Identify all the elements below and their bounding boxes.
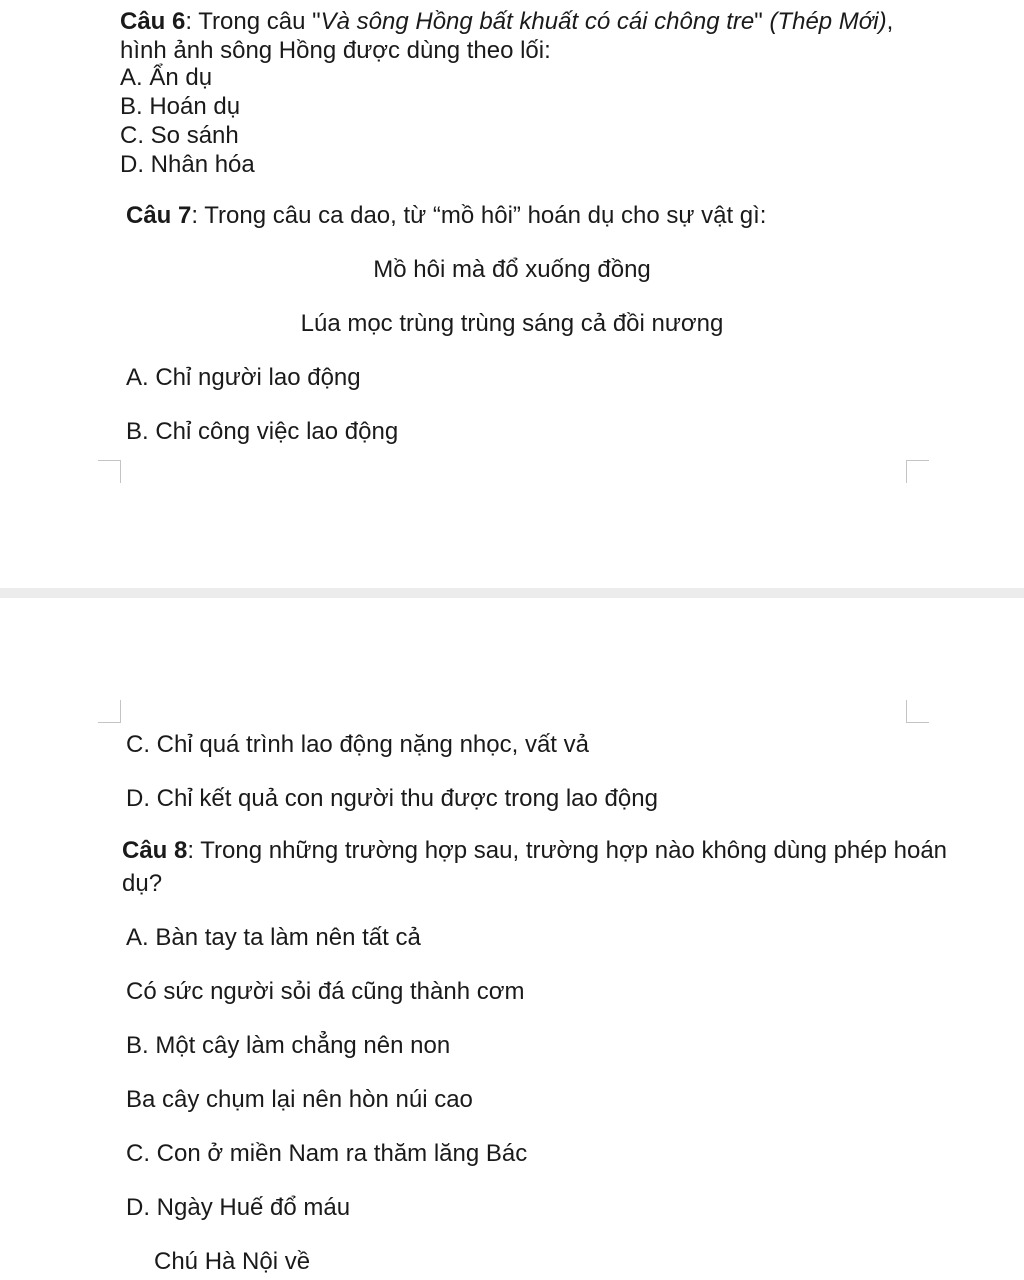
q7-label: Câu 7	[126, 202, 192, 229]
q6-option-a: A. Ẩn dụ	[120, 64, 213, 91]
q8-option-a: A. Bàn tay ta làm nên tất cả	[126, 924, 421, 951]
crop-mark-top-left	[98, 700, 121, 723]
q8-question-line2: dụ?	[122, 870, 163, 897]
q6-source: (Thép Mới)	[769, 8, 887, 35]
q6-option-c: C. So sánh	[120, 122, 239, 149]
q7-verse-line2: Lúa mọc trùng trùng sáng cả đồi nương	[300, 310, 724, 337]
q8-option-b: B. Một cây làm chẳng nên non	[126, 1032, 451, 1059]
crop-mark-bottom-left	[98, 460, 121, 483]
crop-mark-top-right	[906, 700, 929, 723]
q7-verse-line1: Mồ hôi mà đổ xuống đồng	[373, 256, 651, 283]
q6-line1	[120, 8, 893, 36]
q7-option-a: A. Chỉ người lao động	[126, 364, 361, 391]
q7-question	[126, 202, 766, 230]
q6-option-b: B. Hoán dụ	[120, 93, 241, 120]
q6-label: Câu 6	[120, 8, 186, 35]
q8-option-d: D. Ngày Huế đổ máu	[126, 1194, 351, 1221]
q6-line2: hình ảnh sông Hồng được dùng theo lối:	[120, 37, 551, 64]
q8-option-a-line2: Có sức người sỏi đá cũng thành cơm	[126, 978, 525, 1005]
q6-end: ,	[886, 8, 894, 35]
q8-label: Câu 8	[122, 837, 188, 864]
q8-option-b-line2: Ba cây chụm lại nên hòn núi cao	[126, 1086, 473, 1113]
q8-text: : Trong những trường hợp sau, trường hợp nào không dùng phép hoán	[187, 837, 948, 864]
q7-option-b: B. Chỉ công việc lao động	[126, 418, 399, 445]
q6-quote: Và sông Hồng bất khuất có cái chông tre	[320, 8, 755, 35]
q6-intro: : Trong câu "	[185, 8, 321, 35]
q8-question-line1	[122, 837, 947, 865]
page-separator	[0, 588, 1024, 598]
q7-option-d: D. Chỉ kết quả con người thu được trong lao động	[126, 785, 658, 812]
q7-option-c: C. Chỉ quá trình lao động nặng nhọc, vất vả	[126, 731, 589, 758]
q7-text: : Trong câu ca dao, từ “mồ hôi” hoán dụ cho sự vật gì:	[191, 202, 767, 229]
q6-option-d: D. Nhân hóa	[120, 151, 255, 178]
q8-option-c: C. Con ở miền Nam ra thăm lăng Bác	[126, 1140, 528, 1167]
q8-option-d-line2: Chú Hà Nội về	[154, 1248, 311, 1275]
crop-mark-bottom-right	[906, 460, 929, 483]
q6-after-quote: "	[754, 8, 770, 35]
